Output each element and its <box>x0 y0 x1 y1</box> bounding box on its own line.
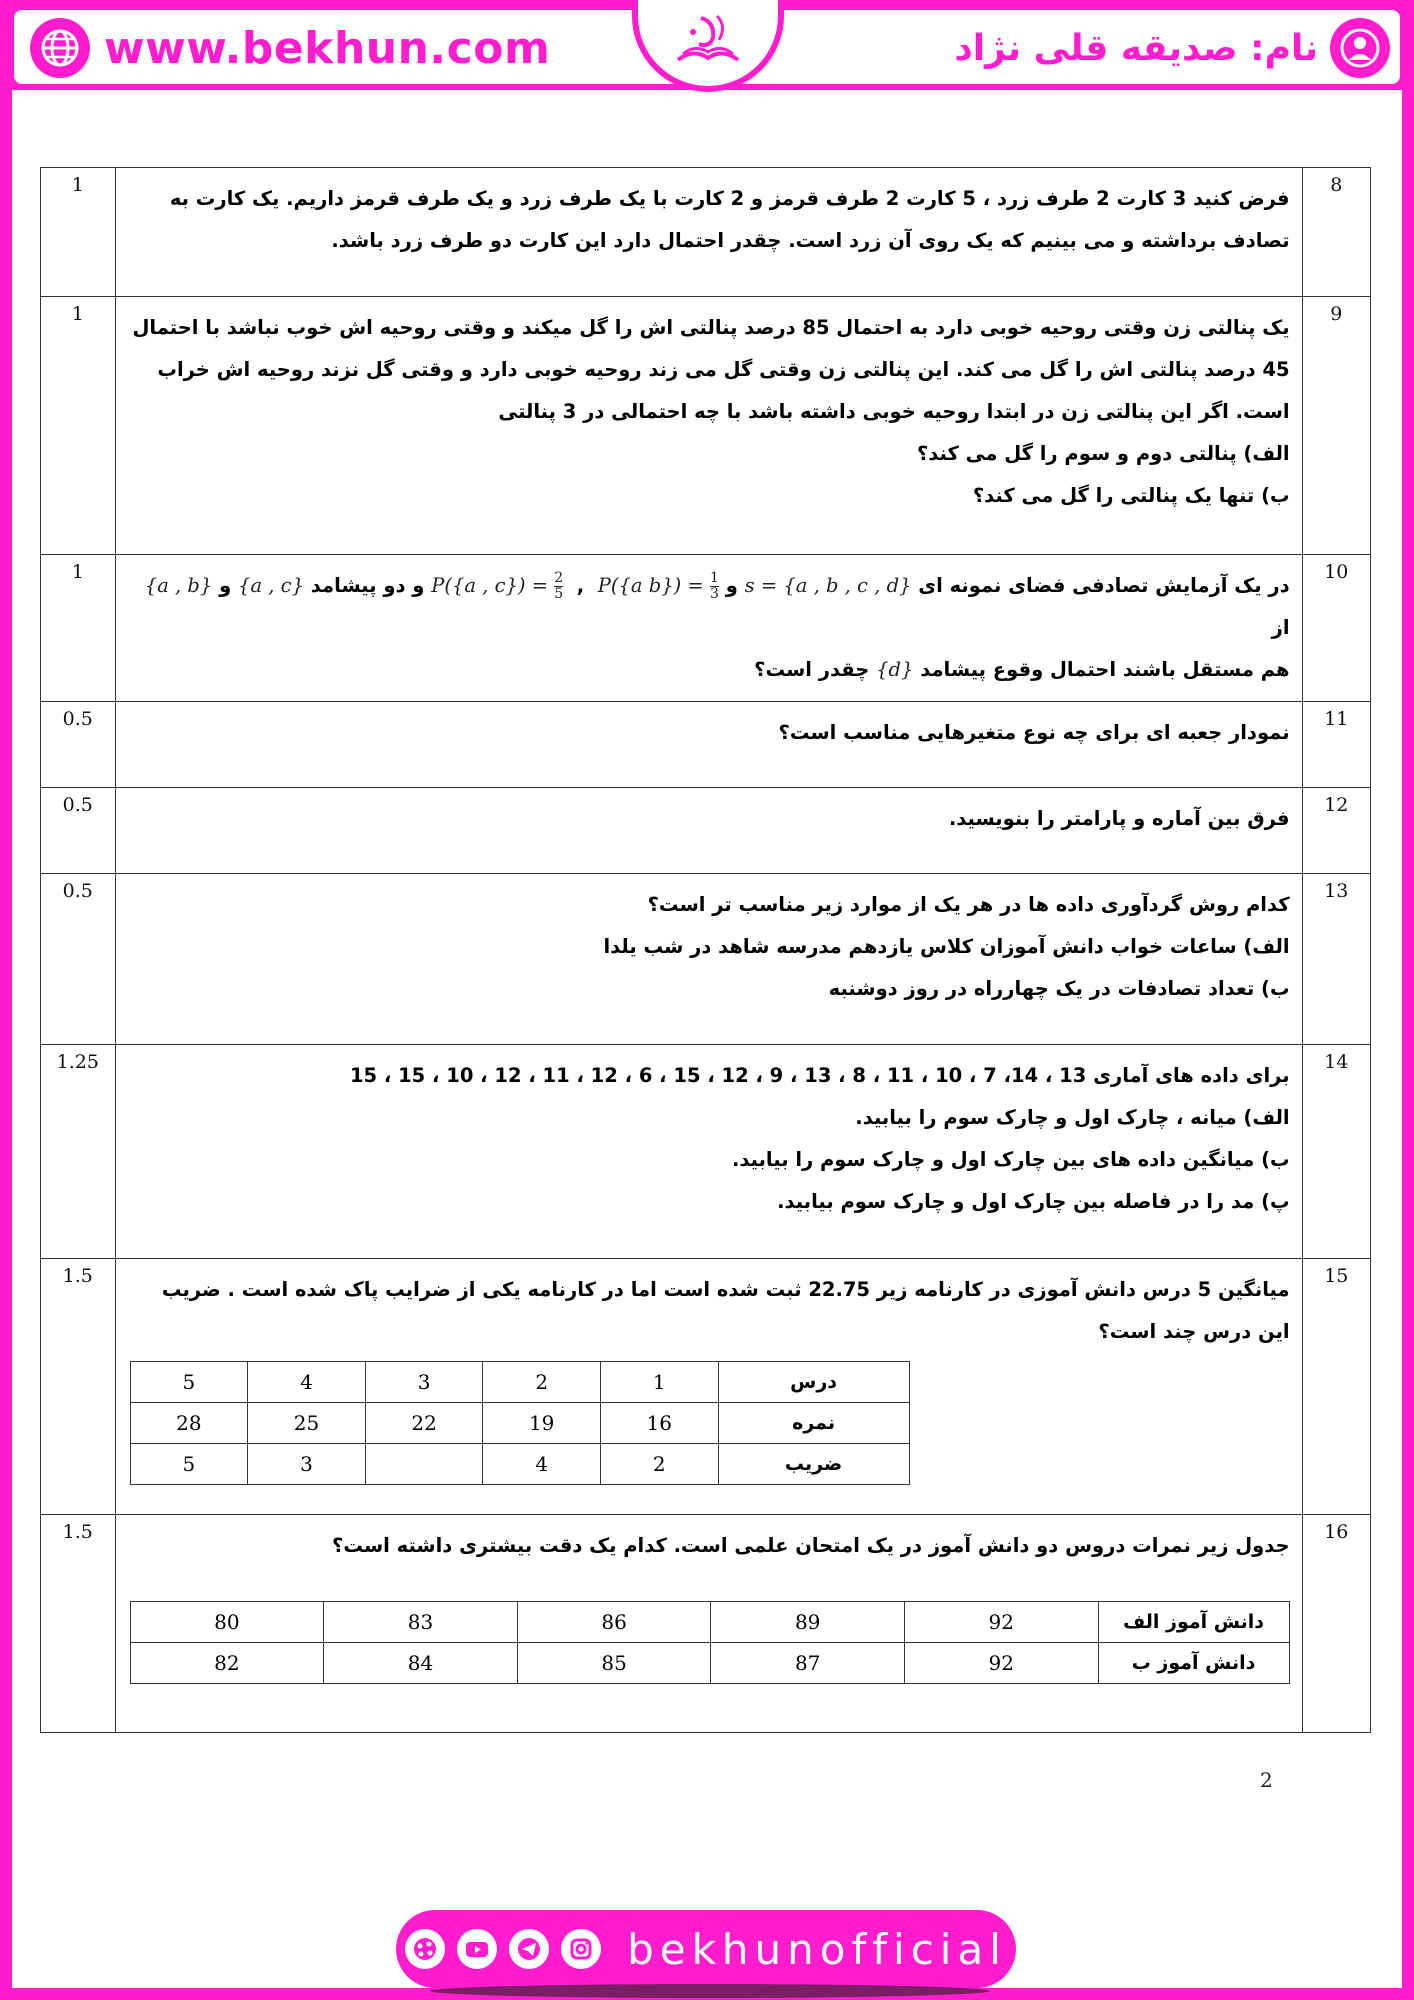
text-segment: از <box>1271 616 1290 639</box>
sample-space-math: s = {a , b , c , d} <box>744 574 912 597</box>
question-text <box>115 702 1302 788</box>
question-line <box>130 649 1290 691</box>
text-segment: در یک آزمایش تصادفی فضای نمونه ای <box>918 574 1290 597</box>
question-text <box>115 555 1302 702</box>
text-segment: و <box>219 574 232 597</box>
question-row <box>41 555 1371 702</box>
table-cell: 3 <box>248 1444 366 1485</box>
table-cell: 89 <box>711 1602 905 1643</box>
question-number: 10 <box>1302 555 1370 702</box>
question-text <box>115 874 1302 1045</box>
page-number: 2 <box>1260 1768 1273 1792</box>
question-score: 1.5 <box>41 1515 116 1733</box>
question-part-a: الف) پنالتی دوم و سوم را گل می کند؟ <box>916 442 1290 465</box>
row-label: ضریب <box>718 1444 909 1485</box>
question-score: 1 <box>41 297 116 555</box>
question-part-c: پ) مد را در فاصله بین چارک اول و چارک سوم بیابید. <box>777 1190 1290 1213</box>
row-label: نمره <box>718 1403 909 1444</box>
question-line: میانگین 5 درس دانش آموزی در کارنامه زیر 22.75 ثبت شده است اما در کارنامه یکی از ضرایب پاک شده است . ضریب این درس چند است؟ <box>161 1278 1290 1343</box>
question-line: فرض کنید 3 کارت 2 طرف زرد ، 5 کارت 2 طرف قرمز و 2 کارت با یک طرف زرد و یک طرف قرمز داریم. یک کارت به تصادف برداشته و می بینیم که یک روی آن زرد است. چقدر احتمال دارد این کارت دو طرف زرد باشد. <box>169 187 1290 252</box>
table-cell: 83 <box>324 1602 518 1643</box>
probability-math <box>597 570 719 602</box>
fraction-numerator: 2 <box>554 570 564 586</box>
question-text <box>115 788 1302 874</box>
table-cell: 92 <box>904 1643 1098 1684</box>
question-number: 8 <box>1302 168 1370 297</box>
row-label: درس <box>718 1362 909 1403</box>
aparat-icon[interactable] <box>405 1929 445 1969</box>
question-row <box>41 168 1371 297</box>
question-line: کدام روش گردآوری داده ها در هر یک از موارد زیر مناسب تر است؟ <box>647 893 1290 916</box>
question-score: 0.5 <box>41 702 116 788</box>
question-score: 1.25 <box>41 1045 116 1259</box>
question-number: 12 <box>1302 788 1370 874</box>
table-cell: 22 <box>365 1403 483 1444</box>
event-math: {a , b} <box>144 574 213 597</box>
fraction-denominator: 5 <box>554 586 564 602</box>
table-cell: 4 <box>483 1444 601 1485</box>
question-line: برای داده های آماری 13 ، 14، 7 ، 10 ، 11 ، 8 ، 13 ، 9 ، 12 ، 15 ، 6 ، 12 ، 11 ، 12 ، 10 ، 15 ، 15 <box>349 1064 1290 1087</box>
question-line: نمودار جعبه ای برای چه نوع متغیرهایی مناسب است؟ <box>778 721 1290 744</box>
student-name-label: نام: صدیقه قلی نژاد <box>954 27 1318 69</box>
row-label: دانش آموز الف <box>1098 1602 1289 1643</box>
text-segment: هم مستقل باشند احتمال وقوع پیشامد <box>920 658 1290 681</box>
fraction <box>710 571 719 602</box>
instagram-icon[interactable] <box>561 1929 601 1969</box>
probability-label: P({a b}) = <box>597 574 704 597</box>
table-row <box>130 1643 1289 1684</box>
table-row <box>130 1602 1289 1643</box>
question-score: 1.5 <box>41 1259 116 1515</box>
question-row <box>41 1259 1371 1515</box>
header-bar <box>0 0 1414 90</box>
student-name <box>954 18 1390 78</box>
question-row <box>41 874 1371 1045</box>
table-cell: 5 <box>130 1444 248 1485</box>
question-line: یک پنالتی زن وقتی روحیه خوبی دارد به احتمال 85 درصد پنالتی اش را گل میکند و وقتی روحیه اش خوب نباشد با احتمال 45 درصد پنالتی اش را گل می کند. این پنالتی زن وقتی گل می زند روحیه خوبی دارد و وقتی گل نزند روحیه اش خراب است. اگر این پنالتی زن در ابتدا روحیه خوبی داشته باشد با چه احتمالی در 3 پنالتی <box>132 316 1290 423</box>
table-cell: 82 <box>130 1643 324 1684</box>
question-part-a: الف) ساعات خواب دانش آموزان کلاس یازدهم مدرسه شاهد در شب یلدا <box>603 935 1290 958</box>
question-score: 1 <box>41 555 116 702</box>
table-cell: 25 <box>248 1403 366 1444</box>
fraction-denominator: 3 <box>709 586 719 602</box>
text-segment: و دو پیشامد <box>310 574 425 597</box>
question-text <box>115 297 1302 555</box>
question-line: جدول زیر نمرات دروس دو دانش آموز در یک امتحان علمی است. کدام یک دقت بیشتری داشته است؟ <box>332 1534 1290 1557</box>
question-number: 9 <box>1302 297 1370 555</box>
table-cell: 5 <box>130 1362 248 1403</box>
social-handle[interactable]: bekhunofficial <box>627 1924 1007 1974</box>
fraction-numerator: 1 <box>709 570 719 586</box>
fraction <box>554 571 563 602</box>
table-cell: 86 <box>517 1602 711 1643</box>
probability-math <box>431 570 564 602</box>
book-logo-icon <box>663 8 753 78</box>
table-cell: 16 <box>600 1403 718 1444</box>
table-cell: 2 <box>600 1444 718 1485</box>
table-cell: 19 <box>483 1403 601 1444</box>
question-number: 14 <box>1302 1045 1370 1259</box>
probability-label: P({a , c}) = <box>431 574 549 597</box>
question-row <box>41 702 1371 788</box>
table-cell: 1 <box>600 1362 718 1403</box>
site-link[interactable] <box>30 18 550 78</box>
question-text <box>115 1515 1302 1733</box>
question-score: 0.5 <box>41 788 116 874</box>
table-cell: 84 <box>324 1643 518 1684</box>
text-segment: چقدر است؟ <box>754 658 870 681</box>
table-row <box>130 1403 909 1444</box>
table-cell: 2 <box>483 1362 601 1403</box>
social-footer <box>396 1910 1016 1988</box>
question-row <box>41 788 1371 874</box>
table-cell: 4 <box>248 1362 366 1403</box>
question-number: 13 <box>1302 874 1370 1045</box>
question-number: 15 <box>1302 1259 1370 1515</box>
question-part-b: ب) میانگین داده های بین چارک اول و چارک سوم را بیابید. <box>731 1148 1290 1171</box>
table-cell <box>365 1444 483 1485</box>
table-cell: 28 <box>130 1403 248 1444</box>
user-icon <box>1330 18 1390 78</box>
table-cell: 80 <box>130 1602 324 1643</box>
exam-table <box>40 167 1371 1733</box>
question-row <box>41 1515 1371 1733</box>
question-line: فرق بین آماره و پارامتر را بنویسید. <box>948 807 1290 830</box>
event-math: {d} <box>876 658 914 681</box>
table-cell: 92 <box>904 1602 1098 1643</box>
globe-icon <box>30 18 90 78</box>
question-score: 0.5 <box>41 874 116 1045</box>
question-text <box>115 1259 1302 1515</box>
table-cell: 85 <box>517 1643 711 1684</box>
question-number: 16 <box>1302 1515 1370 1733</box>
students-table <box>130 1601 1290 1684</box>
question-score: 1 <box>41 168 116 297</box>
question-line: در یک آزمایش تصادفی فضای نمونه ای s = {a , b , c , d} و P({a , c}) = $\frac{2}{5}$ , P({a b}) = $\frac{1}{3}$ و دو پیشامد {a , c} و {a , b} از <box>144 570 1290 639</box>
text-segment: و <box>725 574 738 597</box>
table-cell: 87 <box>711 1643 905 1684</box>
question-text <box>115 1045 1302 1259</box>
question-row <box>41 1045 1371 1259</box>
question-part-a: الف) میانه ، چارک اول و چارک سوم را بیابید. <box>855 1106 1290 1129</box>
question-number: 11 <box>1302 702 1370 788</box>
event-math: {a , c} <box>238 574 304 597</box>
row-label: دانش آموز ب <box>1098 1643 1289 1684</box>
question-part-b: ب) تنها یک پنالتی را گل می کند؟ <box>972 484 1290 507</box>
table-cell: 3 <box>365 1362 483 1403</box>
youtube-icon[interactable] <box>457 1929 497 1969</box>
table-row <box>130 1444 909 1485</box>
table-row <box>130 1362 909 1403</box>
telegram-icon[interactable] <box>509 1929 549 1969</box>
question-row <box>41 297 1371 555</box>
grades-table <box>130 1361 910 1485</box>
footer-shadow <box>430 1984 990 1998</box>
question-part-b: ب) تعداد تصادفات در یک چهارراه در روز دوشنبه <box>828 977 1290 1000</box>
site-url[interactable]: www.bekhun.com <box>104 22 551 74</box>
question-text <box>115 168 1302 297</box>
